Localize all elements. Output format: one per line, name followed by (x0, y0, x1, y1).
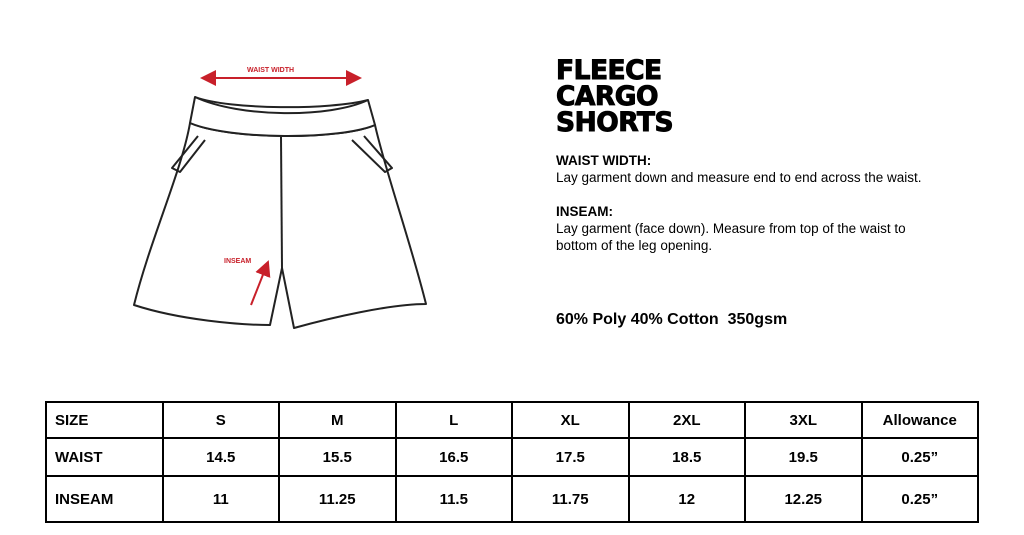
table-row-label: WAIST (46, 438, 163, 476)
table-row-label: INSEAM (46, 476, 163, 522)
table-cell: 17.5 (512, 438, 629, 476)
table-cell: 11.25 (279, 476, 396, 522)
title-line-2: CARGO (556, 81, 659, 112)
shorts-outline (134, 97, 426, 328)
material-composition: 60% Poly 40% Cotton 350gsm (556, 311, 788, 328)
table-cell: 11.75 (512, 476, 629, 522)
shorts-diagram (110, 55, 460, 345)
table-header-cell: XL (512, 402, 629, 438)
table-cell: 18.5 (629, 438, 746, 476)
table-header-cell: Allowance (862, 402, 979, 438)
table-cell: 15.5 (279, 438, 396, 476)
table-cell: 12.25 (745, 476, 862, 522)
table-row (46, 438, 978, 476)
title-line-3: SHORTS (556, 107, 674, 138)
table-header-cell: L (396, 402, 513, 438)
size-chart-table (45, 401, 979, 523)
waist-width-heading: WAIST WIDTH: (556, 153, 652, 168)
table-cell: 11.5 (396, 476, 513, 522)
table-cell: 0.25” (862, 438, 979, 476)
title-line-1: FLEECE (556, 55, 662, 86)
table-header-cell: M (279, 402, 396, 438)
table-cell: 19.5 (745, 438, 862, 476)
inseam-text: Lay garment (face down). Measure from top of the waist to bottom of the leg opening. (556, 221, 906, 253)
table-cell: 11 (163, 476, 280, 522)
table-header-row (46, 402, 978, 438)
measuring-instructions (556, 152, 936, 254)
table-cell: 16.5 (396, 438, 513, 476)
table-cell: 12 (629, 476, 746, 522)
waist-width-label: WAIST WIDTH (247, 67, 295, 74)
table-cell: 0.25” (862, 476, 979, 522)
table-header-cell: SIZE (46, 402, 163, 438)
table-header-cell: 2XL (629, 402, 746, 438)
table-header-cell: 3XL (745, 402, 862, 438)
table-row (46, 476, 978, 522)
table-cell: 14.5 (163, 438, 280, 476)
waist-width-text: Lay garment down and measure end to end across the waist. (556, 170, 922, 185)
table-header-cell: S (163, 402, 280, 438)
inseam-heading: INSEAM: (556, 204, 613, 219)
product-title (556, 55, 675, 138)
inseam-label: INSEAM (224, 258, 252, 265)
